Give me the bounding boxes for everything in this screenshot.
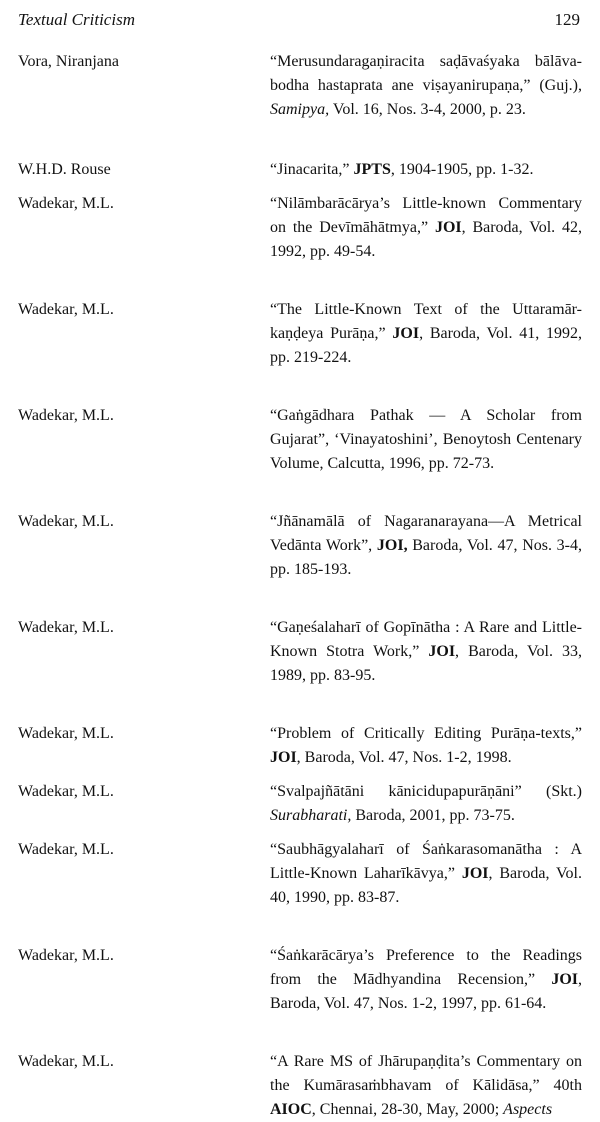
citation-text: , Baroda, Vol. 42, 1992, pp. 49-54. [270, 219, 583, 260]
entry-citation [270, 722, 582, 770]
entry-author: Wadekar, M.L. [18, 301, 114, 318]
bibliography-entry [18, 1050, 582, 1122]
journal-abbreviation: JOI [428, 643, 456, 660]
entry-citation [270, 780, 582, 828]
citation-text: , Baroda, Vol. 47, Nos. 1-2, 1997, pp. 61-64. [270, 971, 582, 1012]
citation-text: “A Rare MS of Jhārupaṇḍita’s Commentary on the Kumārasaṁbhavam of Kālidāsa,” 40th [270, 1053, 582, 1094]
citation-text: , Chennai, 28-30, May, 2000; [311, 1101, 504, 1118]
citation-text: “Gaṅgādhara Pathak — A Scholar from Gujarat”, ‘Vinayatoshini’, Benoytosh Centenary Volume, Calcutta, 1996, pp. 72-73. [270, 407, 582, 472]
entry-citation [270, 944, 582, 1016]
citation-text: Baroda, Vol. 47, Nos. 3-4, pp. 185-193. [270, 537, 582, 578]
entry-citation [270, 1050, 582, 1122]
citation-text: “Problem of Critically Editing Purāṇa-texts,” [270, 725, 582, 742]
journal-abbreviation: JPTS [353, 161, 391, 178]
publication-title: Samipya, [270, 101, 330, 118]
citation-text: “Svalpajñātāni kānicidupapurāṇāni” (Skt.) [270, 783, 582, 800]
entry-citation [270, 158, 582, 182]
journal-abbreviation: AIOC [270, 1101, 312, 1118]
citation-text: Vol. 16, Nos. 3-4, 2000, p. 23. [329, 101, 526, 118]
citation-text: “The Little-Known Text of the Uttaramār-kaṇḍeya Purāṇa,” [270, 301, 582, 342]
entry-author: Wadekar, M.L. [18, 841, 114, 858]
citation-text: “Jñānamālā of Nagaranarayana—A Metrical Vedānta Work”, [270, 513, 582, 554]
citation-text: , Baroda, Vol. 47, Nos. 1-2, 1998. [296, 749, 512, 766]
entry-author: Wadekar, M.L. [18, 1053, 114, 1070]
citation-text: , Baroda, Vol. 33, 1989, pp. 83-95. [270, 643, 582, 684]
entry-author: Wadekar, M.L. [18, 725, 114, 742]
entry-citation [270, 192, 582, 264]
journal-abbreviation: JOI [392, 325, 420, 342]
entry-author: Wadekar, M.L. [18, 619, 114, 636]
bibliography-entry [18, 298, 582, 370]
citation-text: “Saubhāgyalaharī of Śaṅkarasomanātha : A Little-Known Laharīkāvya,” [270, 841, 582, 882]
page-number: 129 [554, 10, 580, 29]
bibliography-entry [18, 192, 582, 264]
publication-title: Surabharati, [270, 807, 352, 824]
citation-text: , 1904-1905, pp. 1-32. [390, 161, 534, 178]
publication-title: Aspects [503, 1101, 553, 1118]
citation-text: “Nilāmbarācārya’s Little-known Commentary on the Devīmāhātmya,” [270, 195, 582, 236]
citation-text: “Jinacarita,” [270, 161, 354, 178]
citation-text: , Baroda, Vol. 40, 1990, pp. 83-87. [270, 865, 582, 906]
entry-citation [270, 50, 582, 122]
citation-text: “Merusundaragaṇiracita saḍāvaśyaka bālāva-bodha hastaprata ane viṣayanirupaṇa,” (Guj.), [270, 53, 582, 94]
entry-author: Wadekar, M.L. [18, 783, 114, 800]
entry-author: Vora, Niranjana [18, 53, 119, 70]
citation-text: , Baroda, Vol. 41, 1992, pp. 219-224. [270, 325, 582, 366]
entry-citation [270, 510, 582, 582]
bibliography-entry [18, 50, 582, 122]
bibliography-entry [18, 158, 582, 182]
bibliography-entry [18, 404, 582, 476]
entry-author: Wadekar, M.L. [18, 947, 114, 964]
bibliography-entry [18, 616, 582, 688]
bibliography-entry [18, 780, 582, 828]
journal-abbreviation: JOI [551, 971, 578, 988]
citation-text: “Gaṇeśalaharī of Gopīnātha : A Rare and Little-Known Stotra Work,” [270, 619, 582, 660]
journal-abbreviation: JOI [461, 865, 489, 882]
bibliography-list [18, 50, 582, 1122]
entry-citation [270, 298, 582, 370]
entry-author: Wadekar, M.L. [18, 513, 114, 530]
bibliography-entry [18, 510, 582, 582]
running-head: Textual Criticism [18, 10, 135, 29]
citation-text: “Śaṅkarācārya’s Preference to the Readings from the Mādhyandina Recension,” [270, 947, 582, 988]
bibliography-entry [18, 722, 582, 770]
entry-author: Wadekar, M.L. [18, 195, 114, 212]
journal-abbreviation: JOI, [376, 537, 408, 554]
bibliography-entry [18, 944, 582, 1016]
entry-author: W.H.D. Rouse [18, 161, 111, 178]
citation-text: Baroda, 2001, pp. 73-75. [351, 807, 515, 824]
entry-citation [270, 616, 582, 688]
page-header [18, 10, 582, 30]
journal-abbreviation: JOI [434, 219, 462, 236]
entry-author: Wadekar, M.L. [18, 407, 114, 424]
journal-abbreviation: JOI [270, 749, 297, 766]
entry-citation [270, 404, 582, 476]
